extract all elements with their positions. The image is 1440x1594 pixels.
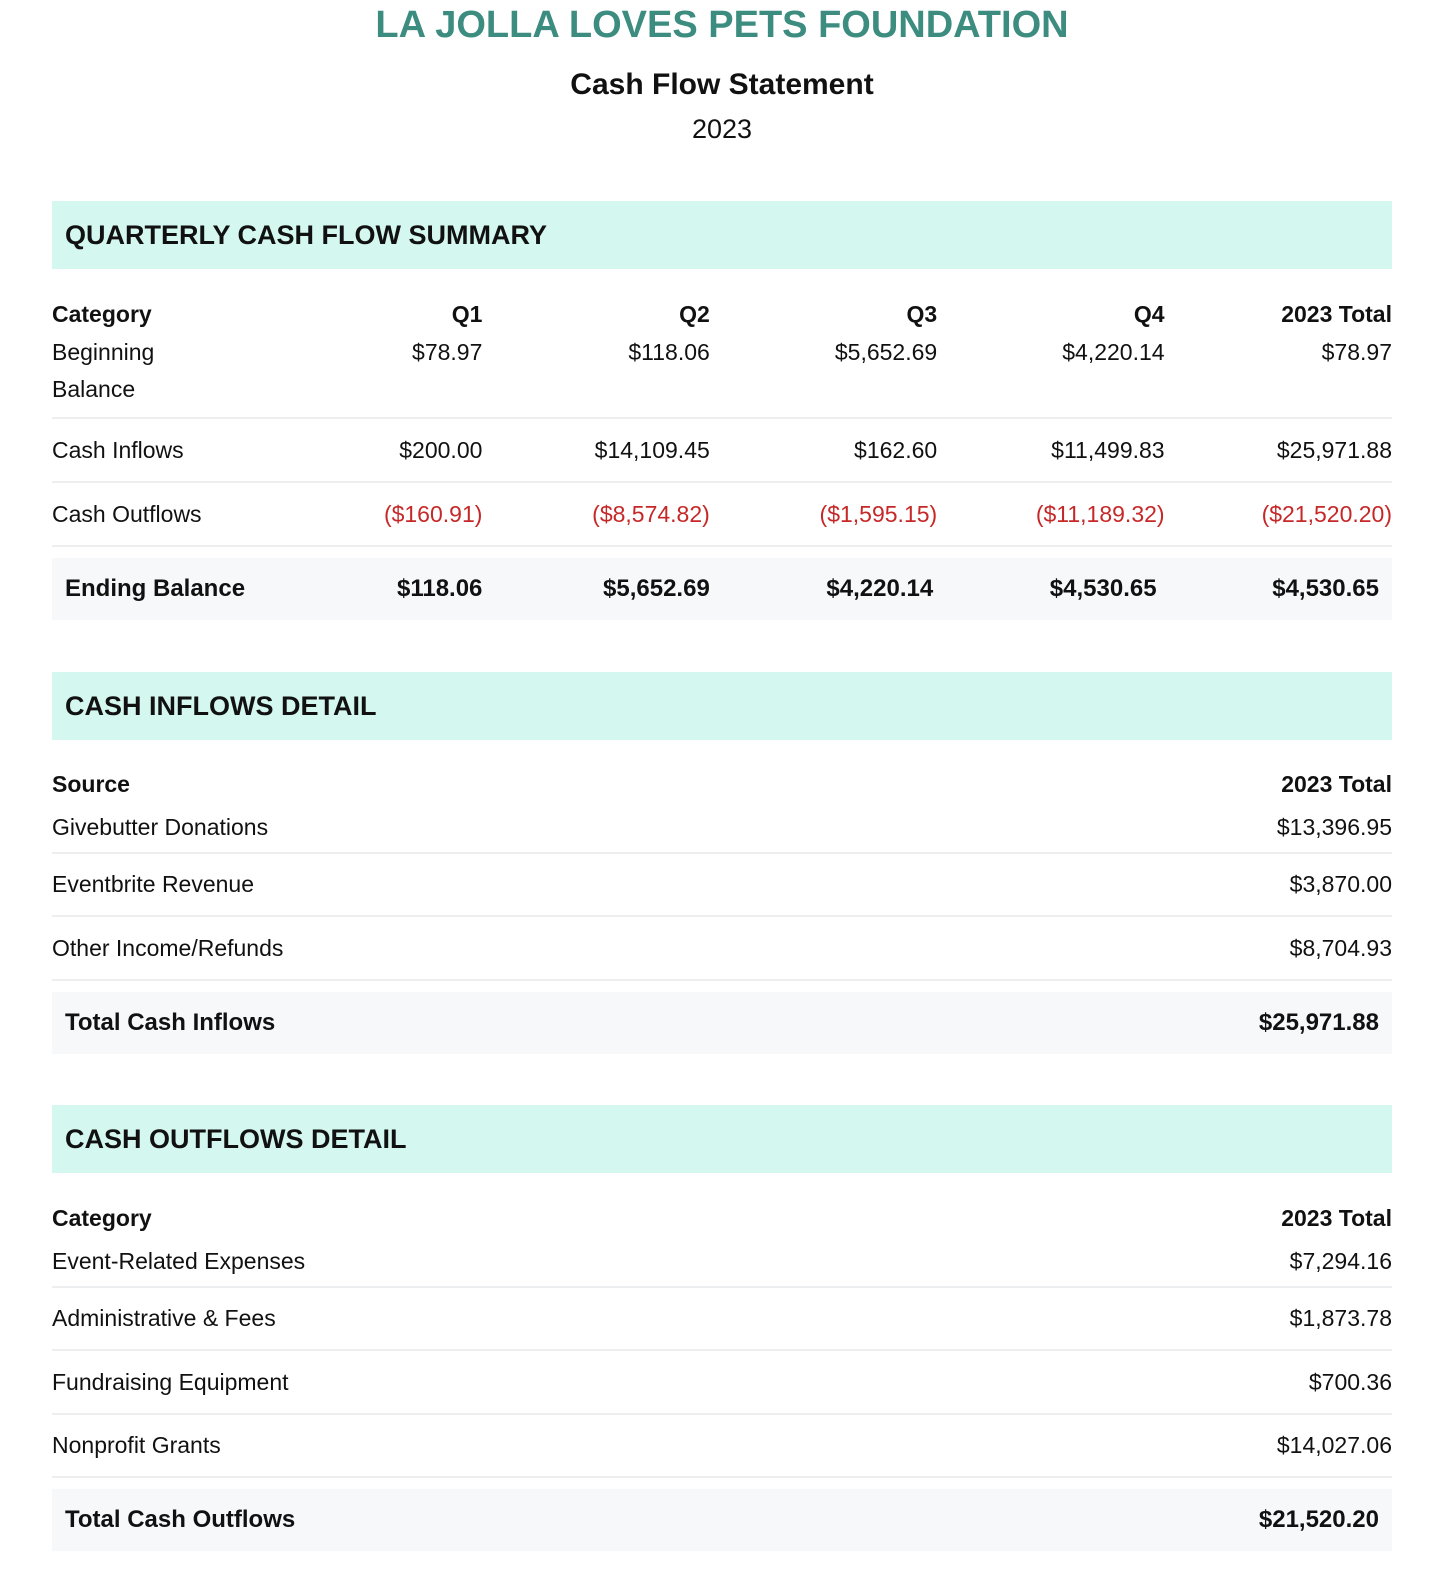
- outflows-section-header: CASH OUTFLOWS DETAIL: [52, 1105, 1392, 1173]
- row-value: $7,294.16: [930, 1237, 1392, 1287]
- row-label: Givebutter Donations: [52, 803, 903, 853]
- row-value: $25,971.88: [903, 992, 1392, 1054]
- column-header-category: Category: [52, 300, 152, 327]
- row-label: Cash Inflows: [52, 418, 255, 482]
- quarterly-summary-table: [52, 296, 1392, 620]
- outflow-row: [52, 1287, 1392, 1350]
- row-label: Total Cash Outflows: [52, 1489, 930, 1551]
- column-header-source: Source: [52, 770, 130, 797]
- row-label: Administrative & Fees: [52, 1287, 930, 1350]
- organization-title: LA JOLLA LOVES PETS FOUNDATION: [375, 4, 1069, 46]
- row-label: Total Cash Inflows: [52, 992, 903, 1054]
- cell-q4: $11,499.83: [937, 418, 1164, 482]
- row-label: Ending Balance: [52, 558, 255, 620]
- column-header-q3: Q3: [906, 300, 938, 327]
- cell-q3: $162.60: [710, 418, 937, 482]
- cell-q4: ($11,189.32): [937, 482, 1164, 546]
- inflow-row: [52, 916, 1392, 980]
- row-value: $700.36: [930, 1350, 1392, 1414]
- column-header-q2: Q2: [679, 300, 710, 327]
- column-header-total: 2023 Total: [1281, 300, 1392, 327]
- outflows-total-row: [52, 1489, 1392, 1551]
- outflow-row: [52, 1350, 1392, 1414]
- row-value: $13,396.95: [903, 803, 1392, 853]
- outflows-header-row: [52, 1199, 1392, 1237]
- summary-row-ending-balance: [52, 558, 1392, 620]
- row-label: Nonprofit Grants: [52, 1414, 930, 1477]
- column-header-total: 2023 Total: [1281, 770, 1392, 797]
- row-value: $21,520.20: [930, 1489, 1392, 1551]
- inflows-detail-table: [52, 765, 1392, 1054]
- row-value: $1,873.78: [930, 1287, 1392, 1350]
- cell-q2: $14,109.45: [482, 418, 709, 482]
- cell-q3: $5,652.69: [710, 332, 937, 418]
- document-title: Cash Flow Statement: [570, 68, 874, 101]
- summary-row-cash-inflows: [52, 418, 1392, 482]
- column-header-q1: Q1: [451, 300, 483, 327]
- row-value: $8,704.93: [903, 916, 1392, 980]
- summary-section-header: QUARTERLY CASH FLOW SUMMARY: [52, 201, 1392, 269]
- row-value: $3,870.00: [903, 853, 1392, 916]
- row-label: Other Income/Refunds: [52, 916, 903, 980]
- document-year: 2023: [691, 114, 753, 144]
- summary-header-row: [52, 296, 1392, 332]
- row-label: Event-Related Expenses: [52, 1237, 930, 1287]
- column-header-category: Category: [52, 1204, 152, 1231]
- summary-row-beginning-balance: [52, 332, 1392, 418]
- column-header-total: 2023 Total: [1281, 1204, 1392, 1231]
- row-label: Fundraising Equipment: [52, 1350, 930, 1414]
- row-label: Eventbrite Revenue: [52, 853, 903, 916]
- cell-q1: $78.97: [255, 332, 482, 418]
- cell-q4: $4,530.65: [937, 558, 1164, 620]
- row-label: Beginning Balance: [52, 332, 255, 418]
- column-header-q4: Q4: [1133, 300, 1165, 327]
- inflow-row: [52, 803, 1392, 853]
- cell-q1: $118.06: [255, 558, 482, 620]
- inflows-total-row: [52, 992, 1392, 1054]
- outflows-detail-table: [52, 1199, 1392, 1551]
- cell-total: $25,971.88: [1165, 418, 1392, 482]
- cell-q2: $118.06: [482, 332, 709, 418]
- cell-q3: $4,220.14: [710, 558, 937, 620]
- cell-q2: $5,652.69: [482, 558, 709, 620]
- cell-q1: $200.00: [255, 418, 482, 482]
- cell-q4: $4,220.14: [937, 332, 1164, 418]
- inflows-section-header: CASH INFLOWS DETAIL: [52, 672, 1392, 740]
- cell-q3: ($1,595.15): [710, 482, 937, 546]
- outflow-row: [52, 1414, 1392, 1477]
- outflow-row: [52, 1237, 1392, 1287]
- cell-q2: ($8,574.82): [482, 482, 709, 546]
- cell-total: $78.97: [1165, 332, 1392, 418]
- cell-total: ($21,520.20): [1165, 482, 1392, 546]
- cell-total: $4,530.65: [1165, 558, 1392, 620]
- summary-row-cash-outflows: [52, 482, 1392, 546]
- row-value: $14,027.06: [930, 1414, 1392, 1477]
- cell-q1: ($160.91): [255, 482, 482, 546]
- inflow-row: [52, 853, 1392, 916]
- row-label: Cash Outflows: [52, 482, 255, 546]
- inflows-header-row: [52, 765, 1392, 803]
